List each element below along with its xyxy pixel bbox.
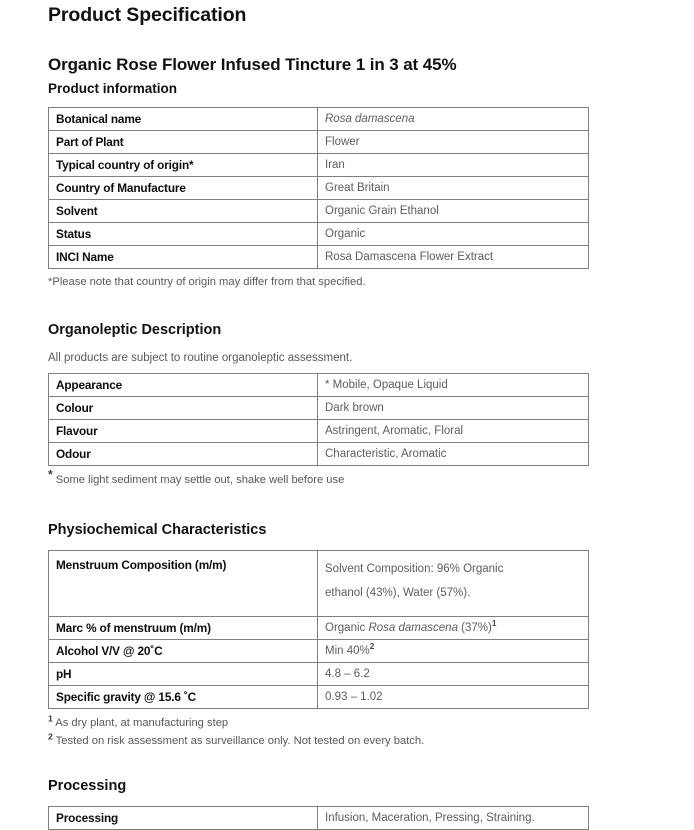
marc-prefix: Organic [325, 622, 369, 635]
physiochemical-table [48, 550, 589, 709]
table-row [49, 177, 589, 200]
table-row [49, 806, 589, 829]
row-value: Rosa Damascena Flower Extract [318, 246, 589, 269]
footnote-1-text: As dry plant, at manufacturing step [52, 717, 229, 730]
row-label: Botanical name [49, 108, 318, 131]
page-title: Product Specification [48, 4, 247, 26]
product-information-table [48, 107, 589, 269]
product-information-footnote: *Please note that country of origin may differ from that specified. [48, 276, 366, 288]
menstruum-line-2: ethanol (43%), Water (57%). [325, 586, 471, 599]
physiochemical-section [48, 488, 588, 749]
row-label: Country of Manufacture [49, 177, 318, 200]
row-label: Typical country of origin* [49, 154, 318, 177]
row-value: Flower [318, 131, 589, 154]
row-value [318, 108, 589, 131]
physiochemical-footnote-2 [48, 731, 588, 749]
table-row [49, 131, 589, 154]
footnote-asterisk-marker: * [48, 467, 53, 482]
table-row [49, 246, 589, 269]
botanical-name-value: Rosa damascena [325, 113, 415, 125]
row-label: Colour [49, 397, 318, 420]
row-value: Astringent, Aromatic, Floral [318, 420, 589, 443]
table-row [49, 374, 589, 397]
processing-table [48, 806, 589, 830]
row-label: Processing [49, 806, 318, 829]
row-label: INCI Name [49, 246, 318, 269]
row-label: Solvent [49, 200, 318, 223]
row-label: Marc % of menstruum (m/m) [49, 617, 318, 640]
row-value: Organic Grain Ethanol [318, 200, 589, 223]
marc-suffix: (37%) [457, 622, 492, 635]
row-value: Characteristic, Aromatic [318, 443, 589, 466]
table-row [49, 617, 589, 640]
processing-heading: Processing [48, 777, 127, 794]
table-row [49, 154, 589, 177]
product-information-heading: Product information [48, 81, 177, 96]
marc-superscript: 1 [491, 619, 497, 629]
row-value: Infusion, Maceration, Pressing, Straining. [318, 806, 589, 829]
row-value [318, 640, 589, 663]
row-value: Organic [318, 223, 589, 246]
row-label: Specific gravity @ 15.6 ˚C [49, 686, 318, 709]
row-label: Part of Plant [49, 131, 318, 154]
alcohol-value: Min 40% [325, 645, 370, 658]
table-row [49, 443, 589, 466]
row-value [318, 617, 589, 640]
organoleptic-heading: Organoleptic Description [48, 322, 222, 338]
physiochemical-heading: Physiochemical Characteristics [48, 522, 267, 539]
footnote-text: Some light sediment may settle out, shake well before use [55, 474, 345, 486]
row-value: Great Britain [318, 177, 589, 200]
row-value: 4.8 – 6.2 [318, 663, 589, 686]
processing-section [48, 750, 588, 830]
footnote-2-marker: 2 [48, 731, 53, 742]
row-label: Odour [49, 443, 318, 466]
row-value: Dark brown [318, 397, 589, 420]
table-row [49, 397, 589, 420]
footnote-2-text: Tested on risk assessment as surveillance only. Not tested on every batch. [52, 735, 425, 748]
row-value [318, 551, 589, 617]
table-row [49, 663, 589, 686]
table-row [49, 108, 589, 131]
product-title: Organic Rose Flower Infused Tincture 1 in 3 at 45% [48, 55, 457, 74]
table-row [49, 223, 589, 246]
row-label: Alcohol V/V @ 20˚C [49, 640, 318, 663]
row-label: Appearance [49, 374, 318, 397]
physiochemical-footnote-1 [48, 709, 588, 731]
document-content [48, 0, 588, 830]
table-row [49, 551, 589, 617]
footnote-1-marker: 1 [48, 713, 53, 724]
row-label: Menstruum Composition (m/m) [49, 551, 318, 617]
organoleptic-section [48, 288, 588, 488]
organoleptic-footnote [48, 466, 588, 488]
row-value: 0.93 – 1.02 [318, 686, 589, 709]
row-value: * Mobile, Opaque Liquid [318, 374, 589, 397]
table-row [49, 640, 589, 663]
marc-botanical-name: Rosa damascena [368, 622, 458, 635]
organoleptic-table [48, 373, 589, 466]
row-label: Flavour [49, 420, 318, 443]
row-label: Status [49, 223, 318, 246]
table-row [49, 200, 589, 223]
organoleptic-intro: All products are subject to routine organoleptic assessment. [48, 352, 353, 364]
alcohol-superscript: 2 [369, 642, 375, 652]
row-value: Iran [318, 154, 589, 177]
row-label: pH [49, 663, 318, 686]
menstruum-line-1: Solvent Composition: 96% Organic [325, 563, 504, 576]
table-row [49, 420, 589, 443]
table-row [49, 686, 589, 709]
